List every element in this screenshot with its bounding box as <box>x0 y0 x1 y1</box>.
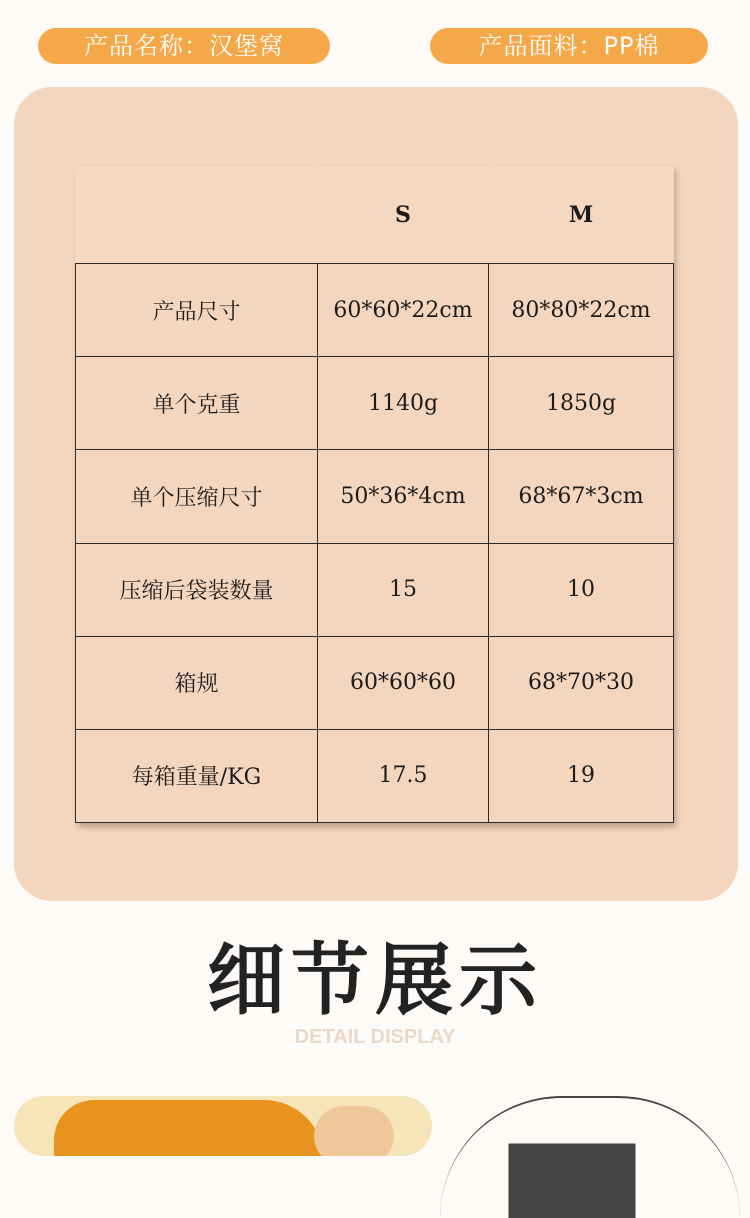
row-label: 单个压缩尺寸 <box>76 450 318 543</box>
detail-section-title: 细节展示 <box>206 936 543 1026</box>
cell-size-m: 68*70*30 <box>489 636 674 729</box>
product-photo-fabric <box>54 1100 324 1156</box>
decorative-arc <box>440 1096 740 1218</box>
row-label: 压缩后袋装数量 <box>76 543 318 636</box>
detail-section-subtitle: DETAIL DISPLAY <box>294 1026 456 1048</box>
row-label: 箱规 <box>76 636 318 729</box>
row-label: 每箱重量/KG <box>76 729 318 822</box>
cell-size-s: 60*60*60 <box>318 636 489 729</box>
spec-table-container <box>75 166 673 823</box>
cell-size-s: 50*36*4cm <box>318 450 489 543</box>
table-row <box>76 357 674 450</box>
cell-size-m: 10 <box>489 543 674 636</box>
table-row <box>76 543 674 636</box>
detail-photo-card <box>14 1096 432 1156</box>
header-cell-size-s: S <box>318 167 489 264</box>
product-photo-highlight <box>314 1106 394 1156</box>
cell-size-m: 1850g <box>489 357 674 450</box>
spec-table <box>75 166 674 823</box>
table-row <box>76 450 674 543</box>
product-name-badge: 产品名称：汉堡窝 <box>38 28 330 64</box>
header-cell-size-m: M <box>489 167 674 264</box>
cell-size-m: 19 <box>489 729 674 822</box>
table-header-row <box>76 167 674 264</box>
row-label: 单个克重 <box>76 357 318 450</box>
table-row <box>76 636 674 729</box>
cell-size-s: 1140g <box>318 357 489 450</box>
header-cell-empty <box>76 167 318 264</box>
cell-size-s: 60*60*22cm <box>318 264 489 357</box>
cell-size-s: 17.5 <box>318 729 489 822</box>
cell-size-s: 15 <box>318 543 489 636</box>
product-material-badge: 产品面料：PP棉 <box>430 28 708 64</box>
cell-size-m: 80*80*22cm <box>489 264 674 357</box>
table-row <box>76 729 674 822</box>
table-row <box>76 264 674 357</box>
cell-size-m: 68*67*3cm <box>489 450 674 543</box>
row-label: 产品尺寸 <box>76 264 318 357</box>
spec-panel <box>14 87 738 901</box>
